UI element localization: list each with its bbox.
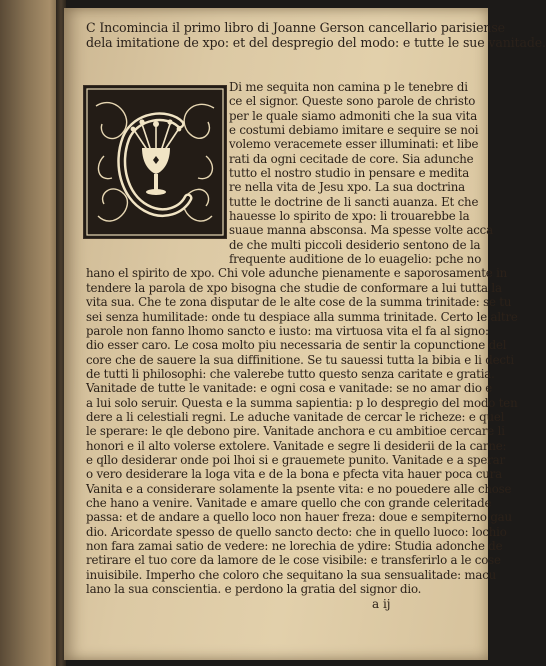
text-line: honori e il alto volerse extolere. Vanitade e segre li desiderii de la carne: (86, 438, 507, 453)
text-line: Vanitade de tutte le vanitade: e ogni cosa e vanitade: se no amar dio e (86, 381, 493, 396)
text-line: vita sua. Che te zona disputar de le alte cose de la summa trinitade: se tu (86, 295, 512, 310)
text-block (86, 80, 518, 597)
text-line: a lui solo seruir. Questa e la summa sapientia: p lo despregio del modo ten (86, 395, 518, 410)
text-line: Vanita e a considerare solamente la psente vita: e no pouedere alle chose (86, 481, 512, 496)
text-line: per le quale siamo admoniti che la sua vita (229, 108, 478, 123)
text-line: core che de sauere la sua diffinitione. Se tu sauessi tutta la bibia e li decti (86, 352, 514, 367)
text-line: sei senza humilitade: onde tu despiace alla summa trinitade. Certo le altre (86, 309, 518, 324)
text-line: o vero desiderare la loga vita e de la bona e pfecta vita hauer poca cura (86, 467, 502, 482)
text-line: re nella vita de Jesu xpo. La sua doctrina (229, 180, 465, 195)
text-line: tutte le doctrine de li sancti auanza. Et che (229, 194, 479, 209)
facing-page-edge (0, 0, 62, 666)
text-line: parole non fanno lhomo sancto e iusto: ma virtuosa vita el fa al signo: (86, 323, 489, 338)
text-line: hano el spirito de xpo. Chi vole adunche pienamente e saporosamente in (86, 266, 508, 281)
text-line: lano la sua conscientia. e perdono la gratia del signor dio. (86, 582, 422, 597)
text-line: inuisibile. Imperho che coloro che sequitano la sua sensualitade: macu (86, 567, 497, 582)
text-line: tutto el nostro studio in pensare e medita (229, 166, 470, 181)
text-line: volemo veracemete esser illuminati: et libe (229, 137, 479, 152)
text-line: le sperare: le qle debono pire. Vanitade anchora e cu ambitioe cercare li (86, 424, 505, 439)
text-line: dio esser caro. Le cosa molto piu necessaria de sentir la copunctione del (86, 338, 507, 353)
chapter-heading (86, 20, 546, 50)
text-line: passa: et de andare a quello loco non hauer freza: doue e sempiterno gau (86, 510, 512, 525)
text-line: e costumi debiamo imitare e sequire se noi (229, 123, 479, 138)
text-line: dio. Aricordate spesso de quello sancto decto: che in quello luoco: lochio (86, 524, 507, 539)
text-line: non fara zamai satio de vedere: ne lorechia de ydire: Studia adonche de (86, 539, 503, 553)
text-line: rati da ogni cecitade de core. Sia adunche (229, 151, 474, 166)
heading-line: C Incomincia il primo libro di Joanne Gerson cancellario parisiense (86, 20, 505, 35)
text-line: frequente auditione de lo euagelio: pche no (229, 252, 482, 267)
text-line: dere a li celestiali regni. Le aduche vanitade de cercar le richeze: e quel (86, 409, 505, 424)
heading-line: dela imitatione de xpo: et del despregio del modo: e tutte le sue vanitade. (86, 35, 546, 50)
text-line: de tutti li philosophi: che valerebe tutto questo senza caritate e gratia. (86, 366, 495, 381)
signature-mark: a ij (372, 597, 391, 611)
text-line: hauesse lo spirito de xpo: li trouarebbe la (229, 209, 470, 224)
text-line: che hano a venire. Vanitade e amare quello che con grande celeritade (86, 495, 492, 510)
text-line: retirare el tuo core da lamore de le cose visibile: e transferirlo a le cose (86, 553, 501, 568)
text-line: suaue manna absconsa. Ma spesse volte acca (229, 223, 493, 238)
text-line: Di me sequita non camina p le tenebre di (229, 80, 468, 94)
text-line: ce el signor. Queste sono parole de christo (229, 94, 476, 109)
text-line: de che multi piccoli desiderio sentono de la (229, 237, 481, 252)
text-line: e qllo desiderar onde poi lhoi si e grauemete punito. Vanitade e a sperar (86, 452, 505, 467)
text-line: tendere la parola de xpo bisogna che studie de conformare a lui tutta la (86, 280, 502, 295)
